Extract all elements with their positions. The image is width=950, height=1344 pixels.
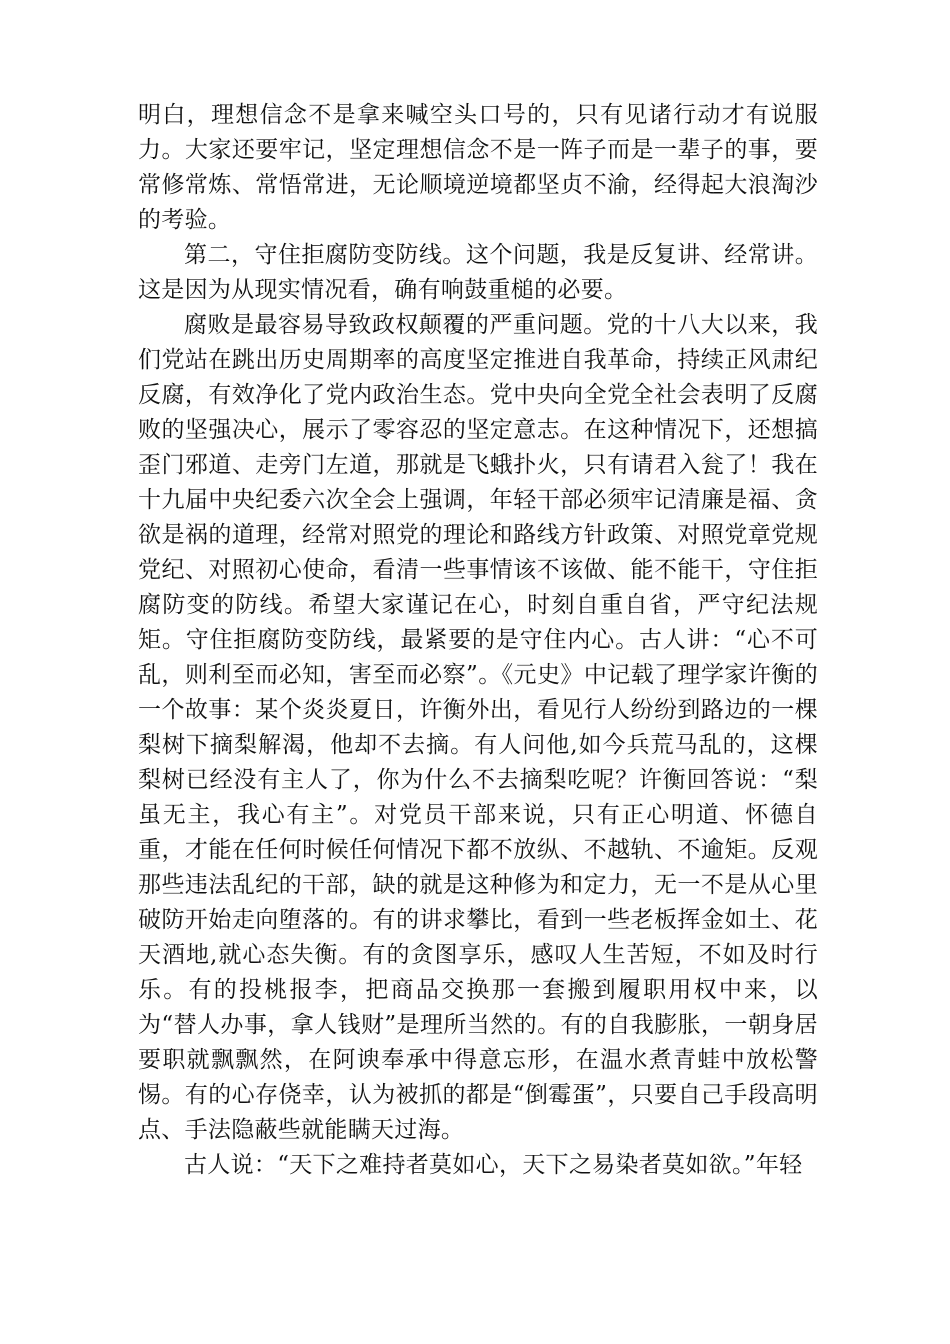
- paragraph-corruption: 腐败是最容易导致政权颠覆的严重问题。党的十八大以来，我们党站在跳出历史周期率的高度坚定推进自我革命，持续正风肃纪反腐，有效净化了党内政治生态。党中央向全党全社会表明了反腐败的坚强决心，展示了零容忍的坚定意志。在这种情况下，还想搞歪门邪道、走旁门左道，那就是飞蛾扑火，只有请君入瓮了！我在十九届中央纪委六次全会上强调，年轻干部必须牢记清廉是福、贪欲是祸的道理，经常对照党的理论和路线方针政策、对照党章党规党纪、对照初心使命，看清一些事情该不该做、能不能干，守住拒腐防变的防线。希望大家谨记在心，时刻自重自省，严守纪法规矩。守住拒腐防变防线，最紧要的是守住内心。古人讲：“心不可乱，则利至而必知，害至而必察”。《元史》中记载了理学家许衡的一个故事：某个炎炎夏日，许衡外出，看见行人纷纷到路边的一棵梨树下摘梨解渴，他却不去摘。有人问他,如今兵荒马乱的，这棵梨树已经没有主人了，你为什么不去摘梨吃呢？许衡回答说：“梨虽无主，我心有主”。对党员干部来说，只有正心明道、怀德自重，才能在任何时候任何情况下都不放纵、不越轨、不逾矩。反观那些违法乱纪的干部，缺的就是这种修为和定力，无一不是从心里破防开始走向堕落的。有的讲求攀比，看到一些老板挥金如土、花天酒地,就心态失衡。有的贪图享乐，感叹人生苦短，不如及时行乐。有的投桃报李，把商品交换那一套搬到履职用权中来，以为“替人办事，拿人钱财”是理所当然的。有的自我膨胀，一朝身居要职就飘飘然，在阿谀奉承中得意忘形，在温水煮青蛙中放松警惕。有的心存侥幸，认为被抓的都是“倒霉蛋”，只要自己手段高明点、手法隐蔽些就能瞒天过海。: [138, 312, 818, 1143]
- paragraph-ancient-saying: 古人说：“天下之难持者莫如心，天下之易染者莫如欲。”年轻: [184, 1152, 803, 1178]
- paragraph-continued: 明白，理想信念不是拿来喊空头口号的，只有见诸行动才有说服力。大家还要牢记，坚定理想信念不是一阵子而是一辈子的事，要常修常炼、常悟常进，无论顺境逆境都坚贞不渝，经得起大浪淘沙的考验。: [138, 102, 818, 233]
- body-text: [138, 98, 818, 1183]
- paragraph-second-point: 第二，守住拒腐防变防线。这个问题，我是反复讲、经常讲。这是因为从现实情况看，确有响鼓重槌的必要。: [138, 242, 818, 303]
